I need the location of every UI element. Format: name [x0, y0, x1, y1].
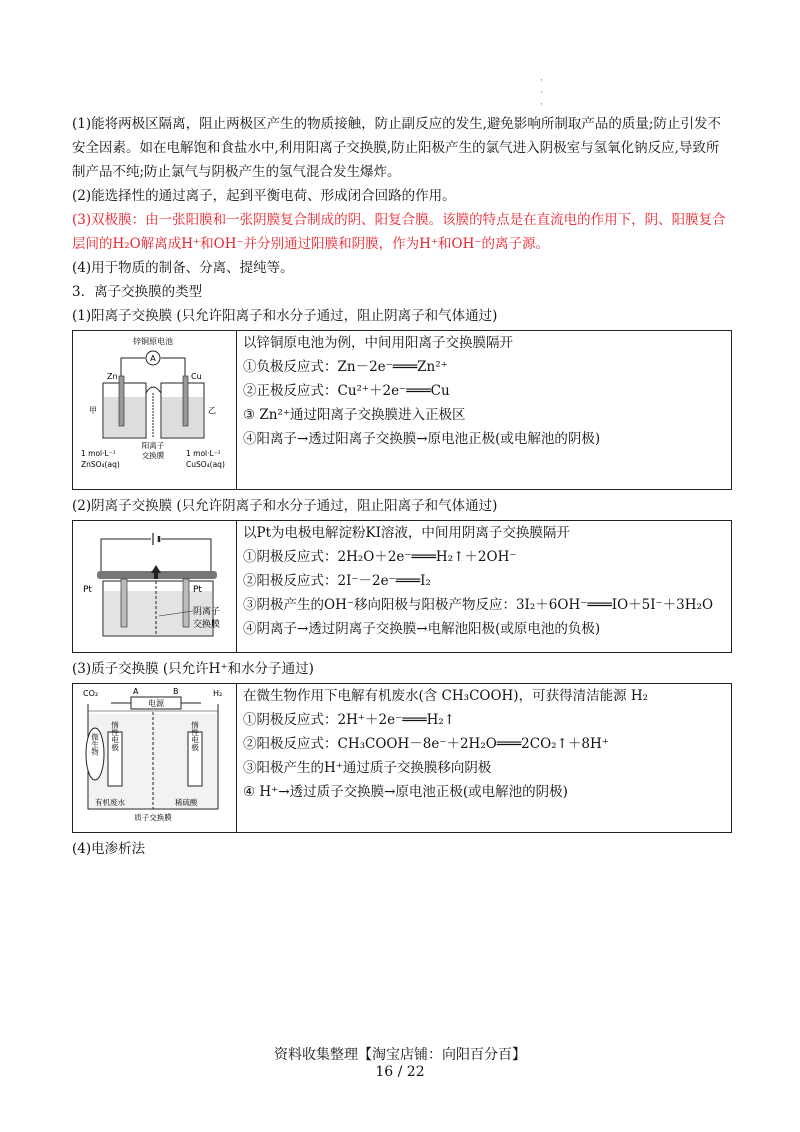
page-number: 16 / 22 [375, 1064, 425, 1080]
zinc-copper-cell-diagram [73, 331, 236, 481]
paragraph-1: (1)能将两极区隔离，阻止两极区产生的物质接触，防止副反应的发生,避免影响所制取产品的质量;防止引发不安全因素。如在电解饱和食盐水中,利用阳离子交换膜,防止阳极产生的氯气进入阴极室与氢氧化钠反应,导致所制产品不纯;防止氯气与阴极产生的氢气混合发生爆炸。 [72, 116, 721, 180]
pt-electrode-left [121, 579, 127, 627]
section-1-title: (1)阳离子交换膜 (只允许阳离子和水分子通过，阻止阴离子和气体通过) [72, 308, 498, 324]
proton-membrane-diagram [73, 684, 236, 824]
fig3-left-electrode-label: 惰性电极 [110, 721, 120, 751]
fig1-yi-label: 乙 [208, 406, 216, 415]
fig1-cu-label: Cu [191, 372, 202, 381]
text-cell-1 [237, 331, 732, 490]
s1-line-3: ③ Zn²⁺通过阳离子交换膜进入正极区 [243, 407, 466, 423]
document-body [72, 112, 732, 861]
s2-line-2: ②阳极反应式：2I⁻－2e⁻═══I₂ [243, 573, 431, 589]
header-dots: · · · [540, 76, 543, 110]
text-cell-2 [237, 521, 732, 653]
paragraph-3-bipolar: (3)双极膜：由一张阳膜和一张阴膜复合制成的阴、阳复合膜。该膜的特点是在直流电的作用下，阴、阳膜复合层间的H₂O解离成H⁺和OH⁻并分别通过阳膜和阴膜，作为H⁺和OH⁻的离子源。 [72, 212, 726, 252]
zinc-electrode [119, 376, 124, 426]
fig3-left-liquid: 有机废水 [95, 798, 125, 807]
ammeter-label: A [150, 354, 156, 363]
section-4-title: (4)电渗析法 [72, 841, 146, 857]
s2-line-1: ①阴极反应式：2H₂O＋2e⁻═══H₂↑＋2OH⁻ [243, 549, 517, 565]
s3-line-0: 在微生物作用下电解有机废水(含 CH₃COOH)，可获得清洁能源 H₂ [243, 688, 649, 704]
section-2-table [72, 520, 732, 653]
fig1-jia-label: 甲 [89, 406, 97, 415]
s1-line-4: ④阳离子→透过阳离子交换膜→原电池正极(或电解池的阴极) [243, 431, 601, 447]
fig1-right-sol-1: 1 mol·L⁻¹ [186, 449, 221, 458]
fig2-pt-right: Pt [193, 585, 202, 595]
pt-electrode-right [183, 579, 189, 627]
copper-electrode [183, 376, 188, 426]
section-1-table [72, 330, 732, 490]
fig3-right-electrode-label: 惰性电极 [190, 721, 200, 751]
section-2-title: (2)阴离子交换膜 (只允许阴离子和水分子通过，阻止阳离子和气体通过) [72, 498, 498, 514]
fig3-membrane-label: 质子交换膜 [134, 813, 172, 822]
s3-line-1: ①阴极反应式：2H⁺＋2e⁻═══H₂↑ [243, 712, 456, 728]
footer-source: 资料收集整理【淘宝店铺：向阳百分百】 [274, 1047, 526, 1063]
fig3-right-liquid: 稀硫酸 [175, 798, 198, 807]
paragraph-4: (4)用于物质的制备、分离、提纯等。 [72, 260, 294, 276]
section-3-title: (3)质子交换膜 (只允许H⁺和水分子通过) [72, 661, 314, 677]
ki-electrolysis-diagram [73, 521, 236, 644]
fig1-left-sol-1: 1 mol·L⁻¹ [81, 449, 116, 458]
fig3-h2-label: H₂ [213, 689, 223, 698]
figure-cell-1 [73, 331, 237, 490]
paragraph-2: (2)能选择性的通过离子，起到平衡电荷、形成闭合回路的作用。 [72, 188, 456, 204]
s1-line-1: ①负极反应式：Zn－2e⁻═══Zn²⁺ [243, 359, 448, 375]
s2-line-0: 以Pt为电极电解淀粉KI溶液，中间用阴离子交换膜隔开 [243, 525, 570, 541]
s2-line-4: ④阴离子→透过阴离子交换膜→电解池阳极(或原电池的负极) [243, 621, 601, 637]
fig1-membrane-label-1: 阳离子 [141, 441, 165, 450]
section-3-table [72, 683, 732, 833]
fig2-membrane-label-1: 阴离子 [193, 607, 221, 617]
s2-line-3: ③阴极产生的OH⁻移向阳极与阳极产物反应：3I₂＋6OH⁻═══IO＋5I⁻＋3H₂O [243, 597, 714, 613]
heading-membrane-types: 3．离子交换膜的类型 [72, 284, 203, 300]
text-cell-3 [237, 684, 732, 833]
fig1-zn-label: Zn [107, 372, 118, 381]
s3-line-4: ④ H⁺→透过质子交换膜→原电池正极(或电解池的阴极) [243, 784, 568, 800]
fig1-membrane-label-2: 交换膜 [141, 451, 165, 460]
s1-line-2: ②正极反应式：Cu²⁺＋2e⁻═══Cu [243, 383, 450, 399]
figure-cell-2 [73, 521, 237, 653]
s3-line-2: ②阳极反应式：CH₃COOH－8e⁻＋2H₂O═══2CO₂↑＋8H⁺ [243, 736, 609, 752]
fig1-left-sol-2: ZnSO₄(aq) [81, 460, 120, 469]
fig1-title: 锌铜原电池 [133, 337, 173, 346]
fig3-co2-label: CO₂ [83, 689, 99, 698]
fig1-right-sol-2: CuSO₄(aq) [186, 460, 225, 469]
fig3-terminal-b: B [173, 687, 179, 696]
fig2-pt-left: Pt [83, 585, 92, 595]
s1-line-0: 以锌铜原电池为例，中间用阳离子交换膜隔开 [243, 335, 513, 351]
fig2-membrane-label-2: 交换膜 [193, 620, 221, 630]
fig3-microbe-label: 微生物 [90, 732, 100, 756]
fig3-power-label: 电源 [148, 699, 164, 708]
fig3-terminal-a: A [133, 687, 139, 696]
s3-line-3: ③阳极产生的H⁺通过质子交换膜移向阴极 [243, 760, 492, 776]
figure-cell-3 [73, 684, 237, 833]
